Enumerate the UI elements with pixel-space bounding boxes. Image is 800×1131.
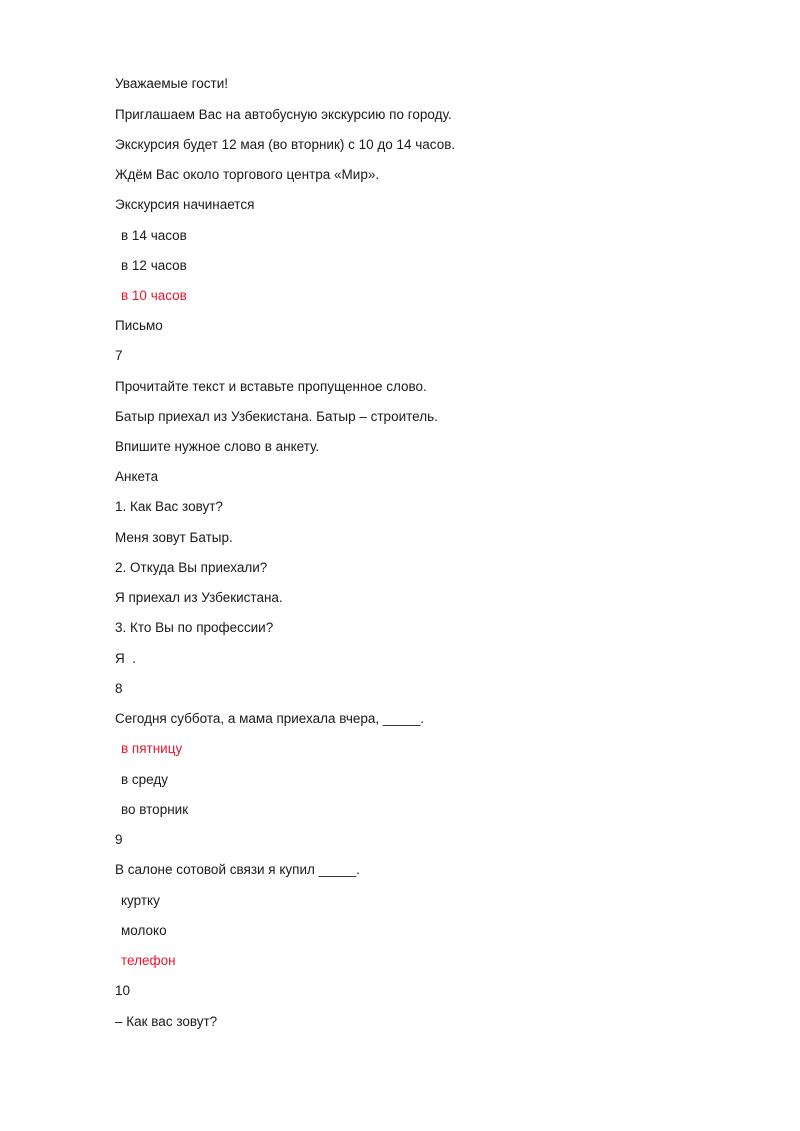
task-number-8: 8 [115, 681, 123, 696]
answer-option-correct: телефон [121, 953, 176, 968]
answer-option: во вторник [121, 802, 189, 817]
task-number-7: 7 [115, 348, 123, 363]
form-title: Анкета [115, 469, 159, 484]
answer-option: в 14 часов [121, 228, 187, 243]
form-answer-2: Я приехал из Узбекистана. [115, 590, 283, 605]
answer-option: куртку [121, 893, 160, 908]
form-question-1: 1. Как Вас зовут? [115, 499, 223, 514]
form-question-2: 2. Откуда Вы приехали? [115, 560, 268, 575]
greeting: Уважаемые гости! [115, 76, 228, 91]
answer-option-correct: в пятницу [121, 741, 183, 756]
task-7-instruction: Прочитайте текст и вставьте пропущенное слово. [115, 379, 427, 394]
answer-option: молоко [121, 923, 167, 938]
form-question-3: 3. Кто Вы по профессии? [115, 620, 274, 635]
question-10: – Как вас зовут? [115, 1014, 218, 1029]
task-number-9: 9 [115, 832, 123, 847]
question-9: В салоне сотовой связи я купил _____. [115, 862, 360, 877]
task-7-instruction-2: Впишите нужное слово в анкету. [115, 439, 320, 454]
question-8: Сегодня суббота, а мама приехала вчера, _____. [115, 711, 425, 726]
section-title: Письмо [115, 318, 163, 333]
task-7-text: Батыр приехал из Узбекистана. Батыр – строитель. [115, 409, 438, 424]
invitation-text: Приглашаем Вас на автобусную экскурсию по городу. [115, 107, 452, 122]
answer-option-correct: в 10 часов [121, 288, 187, 303]
answer-option: в среду [121, 772, 169, 787]
meeting-point-text: Ждём Вас около торгового центра «Мир». [115, 167, 380, 182]
answer-option: в 12 часов [121, 258, 187, 273]
form-answer-1: Меня зовут Батыр. [115, 530, 233, 545]
question-6: Экскурсия начинается [115, 197, 255, 212]
form-answer-3: Я . [115, 651, 137, 666]
schedule-text: Экскурсия будет 12 мая (во вторник) с 10 до 14 часов. [115, 137, 456, 152]
task-number-10: 10 [115, 983, 131, 998]
